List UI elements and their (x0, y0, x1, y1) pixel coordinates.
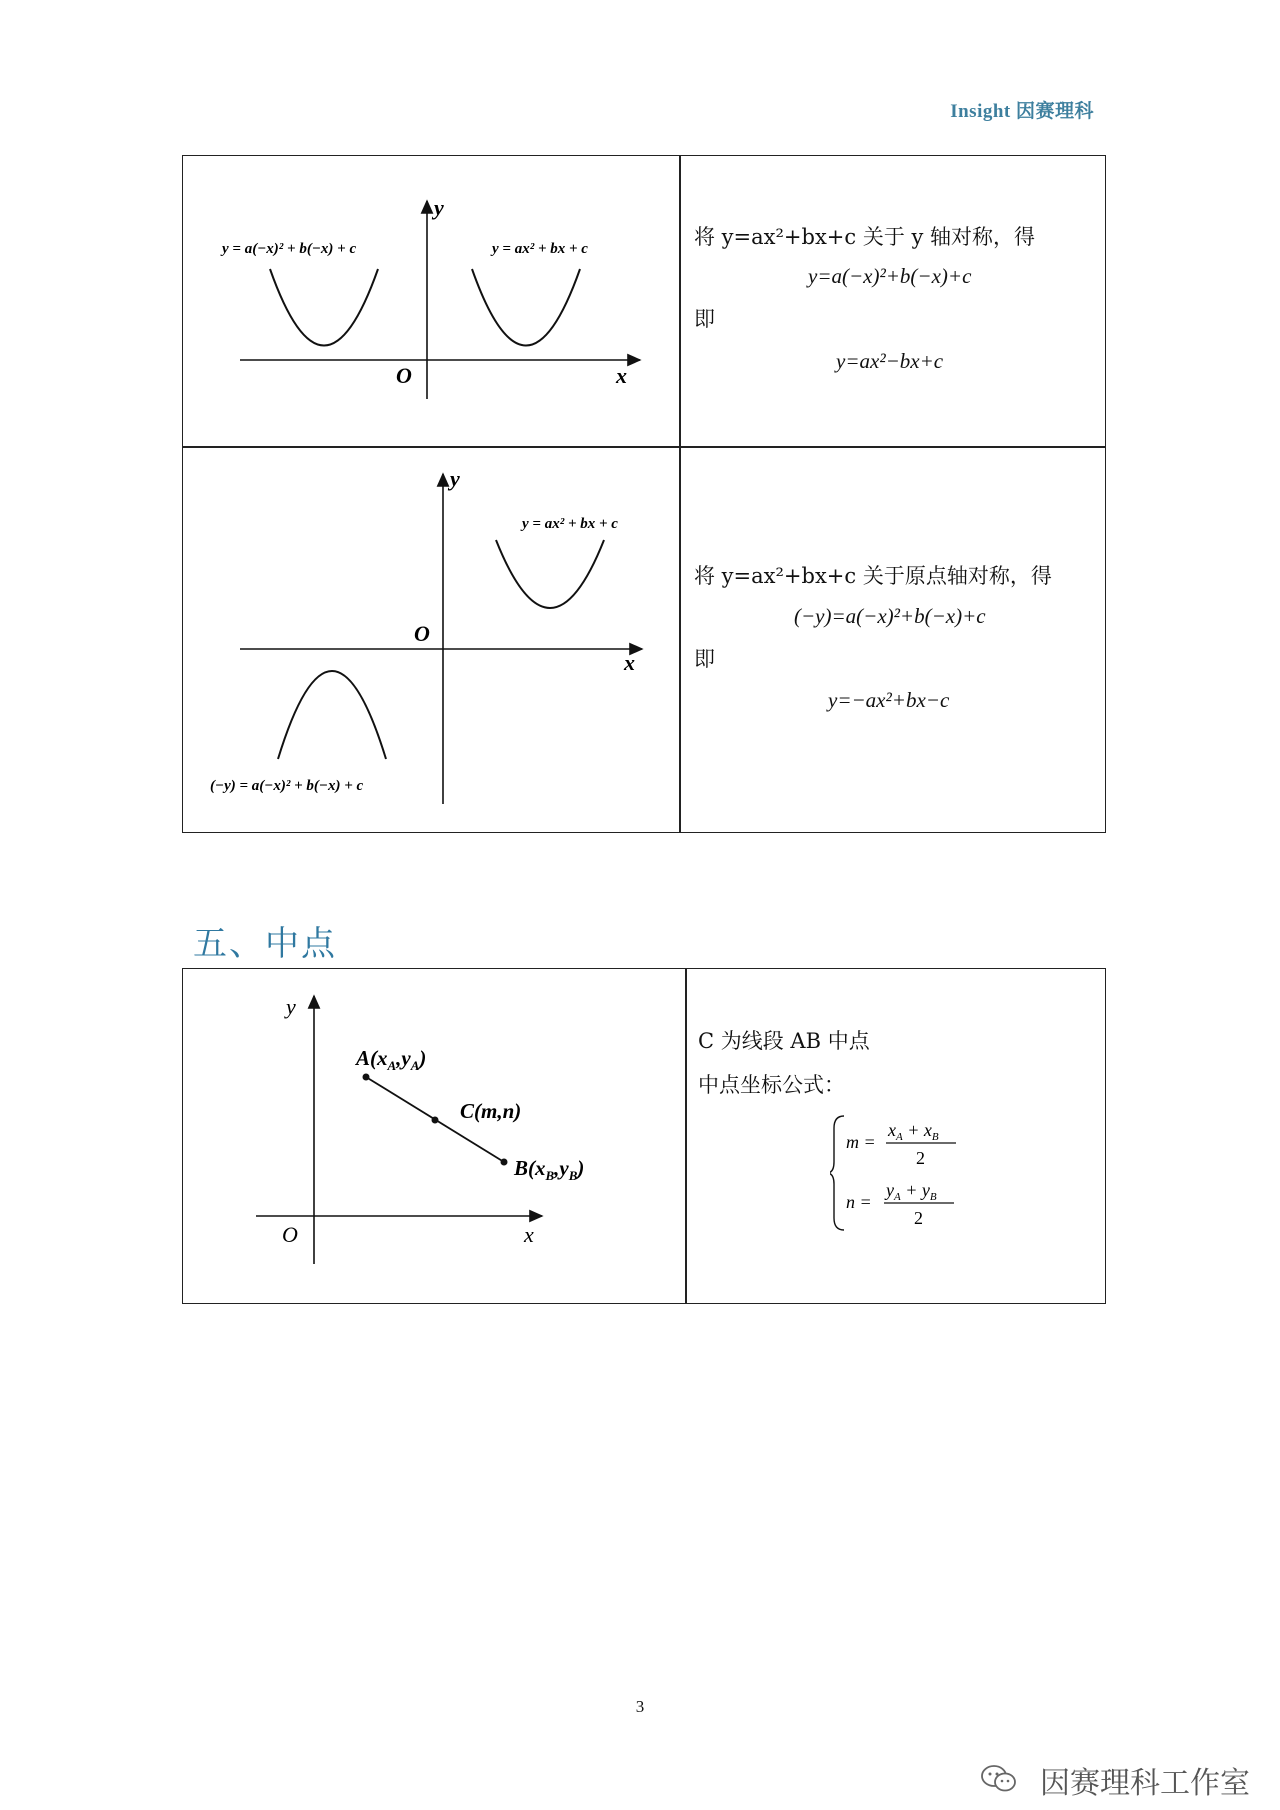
point-c (432, 1117, 439, 1124)
point-b (501, 1159, 508, 1166)
upper-parabola (496, 540, 604, 608)
row2-equation-1: (−y)=a(−x)²+b(−x)+c (794, 604, 986, 628)
m-denominator: 2 (916, 1148, 925, 1168)
axis-label-y: y (286, 994, 296, 1019)
axis-label-y: y (434, 195, 444, 220)
label-point-c: C(m,n) (460, 1099, 522, 1123)
table1-divider-vertical (679, 155, 681, 833)
point-a (363, 1074, 370, 1081)
row1-description: 将 y=ax²+bx+c 关于 y 轴对称，得 (694, 225, 1036, 249)
row1-equation-1: y=a(−x)²+b(−x)+c (808, 264, 972, 288)
lower-curve-label: (−y) = a(−x)² + b(−x) + c (210, 778, 364, 794)
y-axis-symmetry-graph (184, 157, 678, 445)
left-brace (830, 1116, 844, 1230)
n-numerator: $y_A + y_B$ (886, 1180, 937, 1203)
row2-description: 将 y=ax²+bx+c 关于原点轴对称，得 (694, 564, 1052, 588)
origin-symmetry-graph (184, 448, 678, 831)
left-curve-label: y = a(−x)² + b(−x) + c (222, 241, 357, 257)
section-title: 五、中点 (193, 924, 337, 964)
axis-label-y: y (450, 466, 460, 491)
n-denominator: 2 (914, 1208, 923, 1228)
upper-curve-label: y = ax² + bx + c (522, 516, 618, 532)
brand-header: Insight 因赛理科 (950, 101, 1094, 122)
m-lhs: m = (846, 1132, 876, 1152)
label-point-b: $B(x_B,y_B)$ (514, 1156, 585, 1183)
midpoint-formula-title: 中点坐标公式： (698, 1073, 845, 1097)
origin-label: O (414, 621, 430, 646)
axis-label-x: x (616, 363, 627, 388)
watermark: 因赛理科工作室 (1040, 1766, 1250, 1801)
row1-equation-2: y=ax²−bx+c (836, 349, 944, 373)
table2-divider-vertical (685, 968, 687, 1304)
midpoint-formula (830, 1110, 980, 1236)
row2-equation-2: y=−ax²+bx−c (828, 688, 950, 712)
origin-label: O (282, 1222, 298, 1247)
wechat-icon (980, 1764, 1018, 1794)
midpoint-description: C 为线段 AB 中点 (698, 1029, 870, 1053)
right-curve-label: y = ax² + bx + c (492, 241, 588, 257)
axis-label-x: x (524, 1222, 534, 1247)
origin-label: O (396, 363, 412, 388)
row2-ji: 即 (694, 647, 715, 671)
m-numerator: $x_A + x_B$ (888, 1120, 939, 1143)
n-lhs: n = (846, 1192, 872, 1212)
right-parabola (472, 269, 580, 346)
page-number: 3 (635, 1697, 645, 1716)
row1-ji: 即 (694, 307, 715, 331)
axis-label-x: x (624, 650, 635, 675)
left-parabola (270, 269, 378, 346)
label-point-a: $A(x_A,y_A)$ (356, 1046, 427, 1073)
midpoint-graph (184, 970, 684, 1302)
lower-parabola (278, 671, 386, 759)
